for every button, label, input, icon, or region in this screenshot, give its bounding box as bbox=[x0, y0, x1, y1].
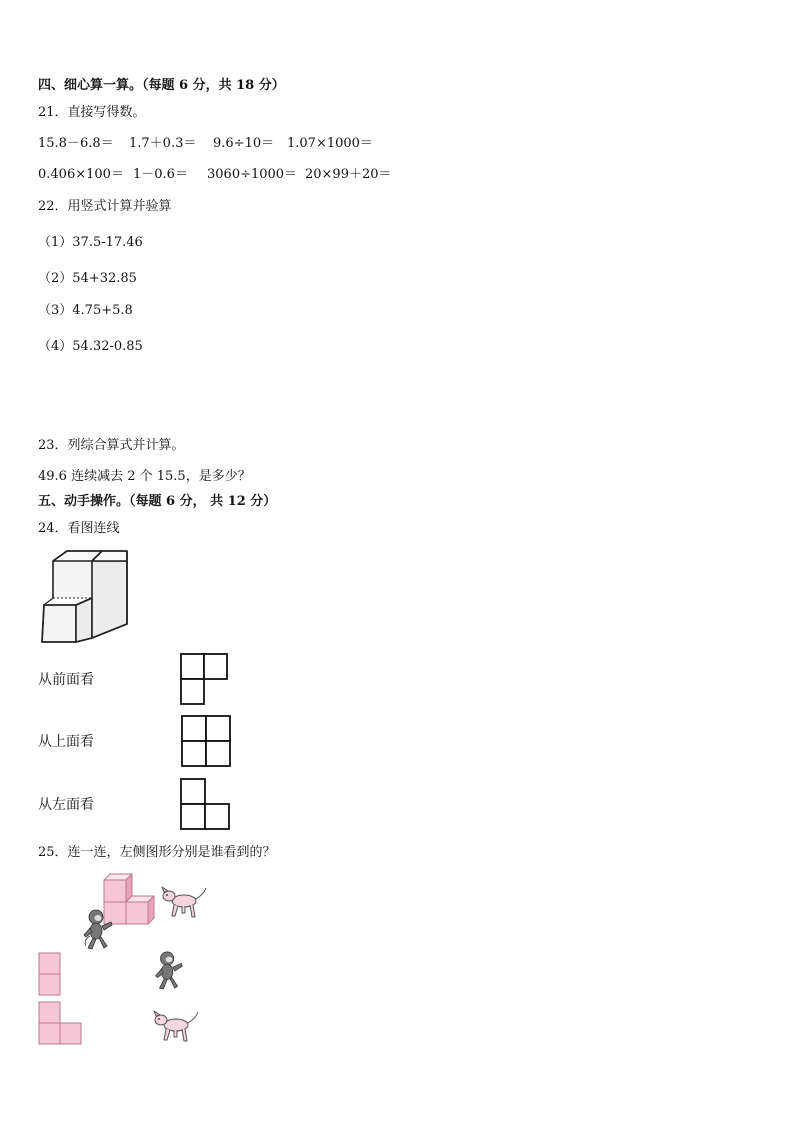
q23-text: 49.6 连续减去 2 个 15.5，是多少？ bbox=[38, 469, 251, 484]
q21-expr-8: 20×99＋20＝ bbox=[305, 167, 392, 182]
q21-expr-5: 0.406×100＝ bbox=[38, 167, 124, 182]
q21-expr-4: 1.07×1000＝ bbox=[287, 136, 373, 151]
q22-item-2: （2）54+32.85 bbox=[38, 271, 137, 286]
q22-item-4: （4）54.32-0.85 bbox=[38, 339, 143, 354]
q21-expr-3: 9.6÷10＝ bbox=[213, 136, 275, 151]
q22-item-1: （1）37.5-17.46 bbox=[38, 235, 143, 250]
q22-item-3: （3）4.75+5.8 bbox=[38, 303, 133, 318]
q24-stem: 24．看图连线 bbox=[38, 521, 120, 536]
view-label-front: 从前面看 bbox=[38, 672, 94, 688]
q21-expr-6: 1－0.6＝ bbox=[133, 167, 188, 182]
monkey-icon[interactable] bbox=[152, 950, 186, 990]
q21-expr-2: 1.7＋0.3＝ bbox=[129, 136, 197, 151]
q25-stem: 25．连一连，左侧图形分别是谁看到的？ bbox=[38, 845, 276, 860]
q22-stem: 22．用竖式计算并验算 bbox=[38, 199, 172, 214]
pink-view-vertical[interactable] bbox=[38, 952, 62, 998]
q21-expr-7: 3060÷1000＝ bbox=[207, 167, 298, 182]
q23-stem: 23．列综合算式并计算。 bbox=[38, 438, 185, 453]
view-label-left: 从左面看 bbox=[38, 797, 94, 813]
view-grid-front[interactable] bbox=[179, 652, 229, 706]
section5-heading: 五、动手操作。（每题 6 分， 共 12 分） bbox=[38, 494, 277, 509]
section4-heading: 四、细心算一算。（每题 6 分，共 18 分） bbox=[38, 78, 285, 93]
view-label-top: 从上面看 bbox=[38, 734, 94, 750]
block-figure-3d bbox=[36, 548, 132, 644]
q21-expr-1: 15.8－6.8＝ bbox=[38, 136, 114, 151]
q21-stem: 21．直接写得数。 bbox=[38, 105, 146, 120]
view-grid-top[interactable] bbox=[180, 714, 232, 768]
pink-view-l-shape[interactable] bbox=[38, 1001, 84, 1047]
dog-icon bbox=[160, 884, 208, 922]
monkey-icon bbox=[82, 908, 114, 950]
view-grid-left[interactable] bbox=[179, 777, 231, 831]
dog-icon[interactable] bbox=[152, 1008, 200, 1046]
